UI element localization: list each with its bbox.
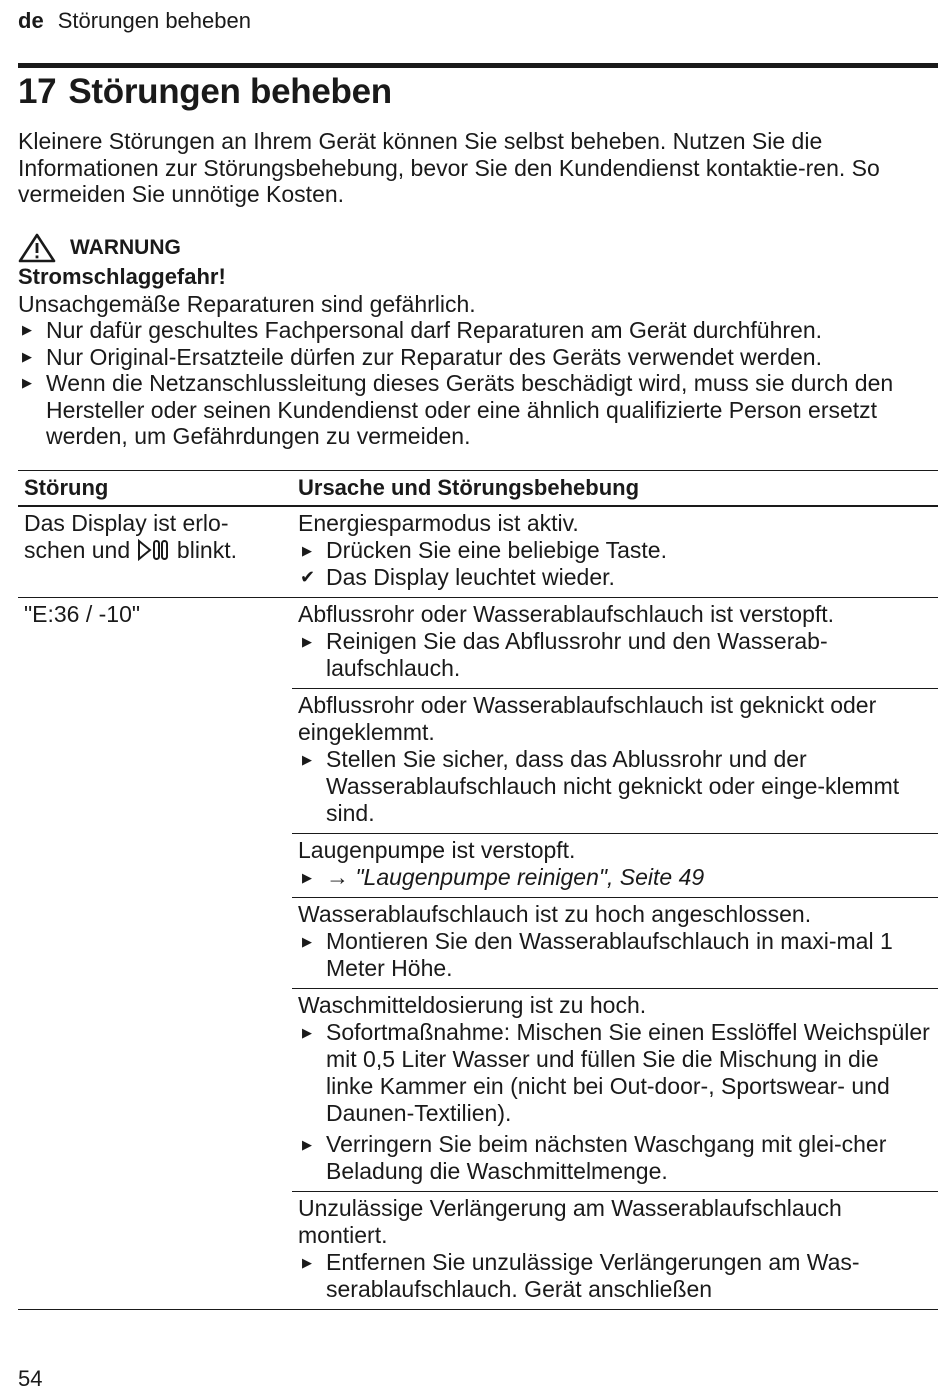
triangle-bullet-icon: ▶ xyxy=(302,1137,312,1152)
table-row xyxy=(18,598,938,689)
warning-heading xyxy=(18,232,938,264)
warning-block xyxy=(18,232,938,450)
cause-text: Waschmitteldosierung ist zu hoch. xyxy=(298,992,647,1018)
cause-text: Laugenpumpe ist verstopft. xyxy=(298,837,576,863)
triangle-bullet-icon: ▶ xyxy=(302,1255,312,1270)
table-header-row xyxy=(18,471,938,507)
chapter-number: 17 xyxy=(18,72,57,111)
fault-cell: Das Display ist erlo-schen und blinkt. xyxy=(24,510,238,563)
triangle-bullet-icon: ▶ xyxy=(302,752,312,767)
chapter-heading xyxy=(18,72,392,112)
list-item: ▶ Nur dafür geschultes Fachpersonal darf Reparaturen am Gerät durchführen. xyxy=(22,317,823,343)
start-pause-icon xyxy=(137,539,171,561)
fault-cell: "E:36 / -10" xyxy=(18,598,292,1310)
triangle-bullet-icon: ▶ xyxy=(302,870,312,885)
column-header-fault: Störung xyxy=(18,471,292,507)
warning-list xyxy=(18,317,938,450)
list-item: ▶ Nur Original-Ersatzteile dürfen zur Reparatur des Geräts verwendet werden. xyxy=(22,343,822,370)
result-step: ✔ Das Display leuchtet wieder. xyxy=(300,564,615,590)
running-header-title: Störungen beheben xyxy=(57,8,251,33)
remedy-step: ▶ Montieren Sie den Wasserablaufschlauch in maxi-mal 1 Meter Höhe. xyxy=(302,928,893,981)
header-rule xyxy=(18,63,938,68)
triangle-bullet-icon: ▶ xyxy=(22,375,32,390)
cause-text: Abflussrohr oder Wasserablaufschlauch ist verstopft. xyxy=(298,601,835,627)
remedy-step: ▶ Sofortmaßnahme: Mischen Sie einen Esslöffel Weichspüler mit 0,5 Liter Wasser und füllen Sie die Mischung in die linke Kammer ein (nicht bei Out-door-, Sportswear- und Daunen-Textilien). xyxy=(302,1019,930,1126)
remedy-step: ▶ Verringern Sie beim nächsten Waschgang mit glei-cher Beladung die Waschmittelmenge. xyxy=(302,1131,887,1184)
checkmark-icon: ✔ xyxy=(300,567,316,587)
warning-triangle-icon xyxy=(18,233,56,263)
cause-cell xyxy=(292,898,938,989)
remedy-step xyxy=(298,864,932,891)
triangle-bullet-icon: ▶ xyxy=(22,348,32,364)
list-item: ▶ Wenn die Netzanschlussleitung dieses Geräts beschädigt wird, muss sie durch den Hersteller oder seinen Kundendienst oder eine ähnlich qualifizierte Person ersetzt werden, um Gefährdungen zu vermeiden. xyxy=(22,370,894,449)
table-row xyxy=(18,506,938,598)
remedy-step: ▶ Drücken Sie eine beliebige Taste. xyxy=(302,537,667,563)
warning-hazard: Stromschlaggefahr! xyxy=(18,264,226,289)
remedy-step: ▶ Entfernen Sie unzulässige Verlängerungen am Was-serablaufschlauch. Gerät anschließen xyxy=(302,1249,860,1302)
cause-cell xyxy=(292,506,938,598)
page-number: 54 xyxy=(18,1366,43,1391)
warning-label: WARNUNG xyxy=(70,235,181,259)
troubleshooting-table xyxy=(18,470,938,1310)
triangle-bullet-icon: ▶ xyxy=(302,1025,312,1040)
triangle-bullet-icon: ▶ xyxy=(302,934,312,949)
cause-cell xyxy=(292,989,938,1192)
triangle-bullet-icon: ▶ xyxy=(302,543,312,558)
cause-cell xyxy=(292,689,938,834)
intro-paragraph: Kleinere Störungen an Ihrem Gerät können Sie selbst beheben. Nutzen Sie die Informationen zur Störungsbehebung, bevor Sie den Kundendienst kontaktie-ren. So vermeiden Sie unnötige Kosten. xyxy=(18,128,880,207)
running-header xyxy=(18,8,251,34)
cause-text: Wasserablaufschlauch ist zu hoch angeschlossen. xyxy=(298,901,812,927)
cause-text: Unzulässige Verlängerung am Wasserablaufschlauch montiert. xyxy=(298,1195,842,1248)
warning-text: Unsachgemäße Reparaturen sind gefährlich. xyxy=(18,290,476,317)
cause-cell xyxy=(292,834,938,898)
chapter-title: Störungen beheben xyxy=(68,72,392,111)
language-code: de xyxy=(18,8,44,33)
triangle-bullet-icon: ▶ xyxy=(22,322,32,337)
remedy-step: ▶ Stellen Sie sicher, dass das Ablussrohr und der Wasserablaufschlauch nicht geknickt oder einge-klemmt sind. xyxy=(302,746,900,826)
cause-cell xyxy=(292,598,938,689)
cross-reference-link[interactable]: "Laugenpumpe reinigen", Seite 49 xyxy=(355,864,705,890)
arrow-icon: → xyxy=(326,864,349,890)
column-header-cause: Ursache und Störungsbehebung xyxy=(292,471,938,507)
cause-text: Abflussrohr oder Wasserablaufschlauch ist geknickt oder eingeklemmt. xyxy=(298,692,877,745)
cause-cell xyxy=(292,1192,938,1310)
cause-text: Energiesparmodus ist aktiv. xyxy=(298,510,579,536)
remedy-step: ▶ Reinigen Sie das Abflussrohr und den Wasserab-laufschlauch. xyxy=(302,628,828,681)
triangle-bullet-icon: ▶ xyxy=(302,634,312,649)
